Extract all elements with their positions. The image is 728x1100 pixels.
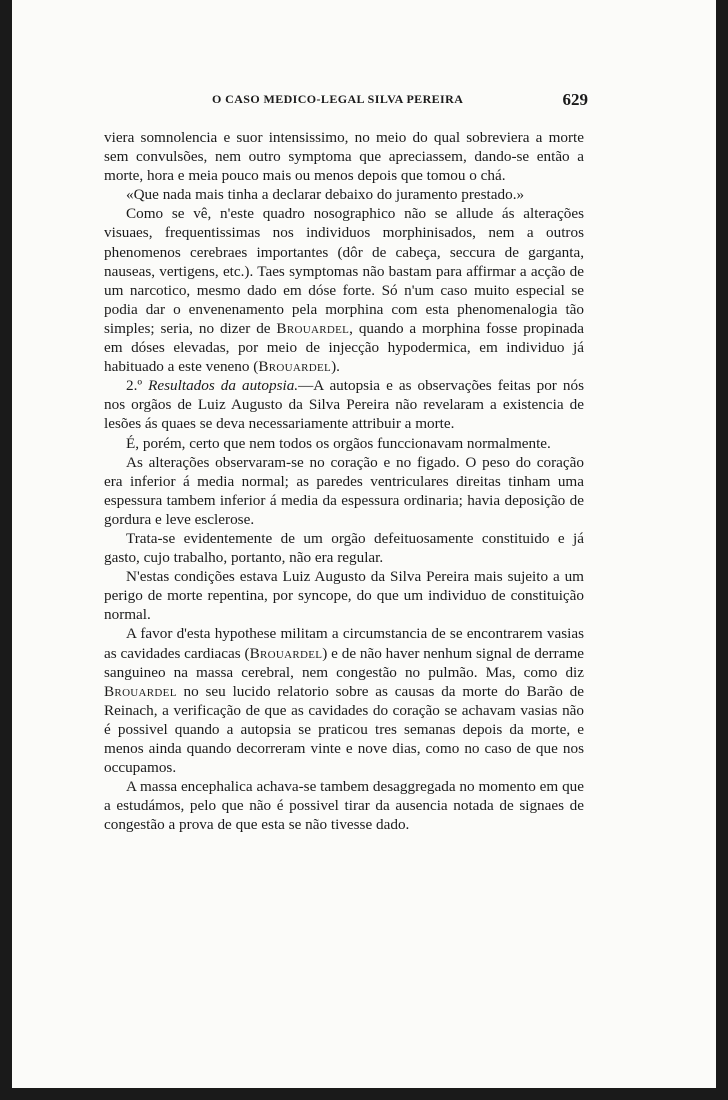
section-heading: Resultados da autopsia. <box>148 377 299 395</box>
paragraph-p3 <box>104 204 584 376</box>
text-segment: —A autopsia e as observações feitas por nós nos orgãos de Luiz Augusto da Silva Pereira não revelaram a existencia de lesões ás quaes se deva necessariamente attribuir a morte. <box>104 377 584 433</box>
text-segment: ). <box>331 358 340 376</box>
text-segment: A favor d'esta hypothese militam a circumstancia de se encontrarem vasias as cavidades cardiacas ( <box>104 625 584 662</box>
text-segment: As alterações observaram-se no coração e no figado. O peso do coração era inferior á media normal; as paredes ventriculares direitas tinham uma espessura tambem inferior á media da espessura ordinaria; havia deposição de gordura e leve esclerose. <box>104 453 584 528</box>
running-title: O CASO MEDICO-LEGAL SILVA PEREIRA <box>212 92 464 106</box>
author-name: Brouardel <box>276 319 350 337</box>
author-name: Brouardel <box>104 682 177 700</box>
paragraph-p7 <box>104 529 584 567</box>
text-segment: , quando a morphina fosse propinada em dóses elevadas, por meio de injecção hypodermica, em individuo já habituado a este veneno ( <box>104 319 584 376</box>
text-segment: viera somnolencia e suor intensissimo, no meio do qual sobreviera a morte sem convulsões, nem outro symptoma que apreciassem, dando-se então a morte, hora e meia pouco mais ou menos depois que tomou o chá. <box>104 129 584 185</box>
page-number: 629 <box>562 90 588 109</box>
text-segment: no seu lucido relatorio sobre as causas da morte do Barão de Reinach, a verificação de que as cavidades do coração se achavam vasias não é possivel quando a autopsia se praticou tres semanas depois da morte, e menos ainda quando decorreram vinte e nove dias, como no caso de que nos occupamos. <box>104 682 584 777</box>
author-name: Brouardel <box>258 358 332 376</box>
book-page <box>12 0 716 1090</box>
paragraph-p9 <box>104 624 584 777</box>
paragraph-p2 <box>104 185 584 204</box>
paragraph-p10 <box>104 777 584 834</box>
paragraph-p5 <box>104 434 584 453</box>
paragraph-p8 <box>104 567 584 624</box>
text-segment: 2.º <box>126 377 149 395</box>
text-segment: É, porém, certo que nem todos os orgãos funccionavam normalmente. <box>126 434 551 452</box>
text-segment: Trata-se evidentemente de um orgão defeituosamente constituido e já gasto, cujo trabalho, portanto, não era regular. <box>104 529 584 567</box>
author-name: Brouardel <box>249 644 323 662</box>
text-body <box>104 128 584 834</box>
text-segment: A massa encephalica achava-se tambem desaggregada no momento em que a estudámos, pelo que não é possivel tirar da ausencia notada de signaes de congestão a prova de que esta se não tivesse dado. <box>104 778 584 834</box>
paragraph-p1 <box>104 128 584 185</box>
text-segment: Como se vê, n'este quadro nosographico não se allude ás alterações visuaes, frequentissimas nos individuos morphinisados, nem a outros phenomenos cerebraes importantes (dôr de cabeça, seccura de garganta, nauseas, vertigens, etc.). Taes symptomas não bastam para affirmar a acção de um narcotico, mesmo dado em dóse forte. Só n'um caso muito especial se podia dar o envenenamento pela morphina com esta phenomenalogia tão simples; seria, no dizer de <box>104 205 584 337</box>
page-header <box>116 90 588 110</box>
text-segment: ) e de não haver nenhum signal de derrame sanguineo na massa cerebral, nem congestão no pulmão. Mas, como diz <box>104 644 584 681</box>
paragraph-p6 <box>104 453 584 529</box>
text-segment: «Que nada mais tinha a declarar debaixo do juramento prestado.» <box>126 186 525 204</box>
paragraph-p4 <box>104 376 584 433</box>
text-segment: N'estas condições estava Luiz Augusto da Silva Pereira mais sujeito a um perigo de morte repentina, por syncope, do que um individuo de constituição normal. <box>104 568 584 624</box>
